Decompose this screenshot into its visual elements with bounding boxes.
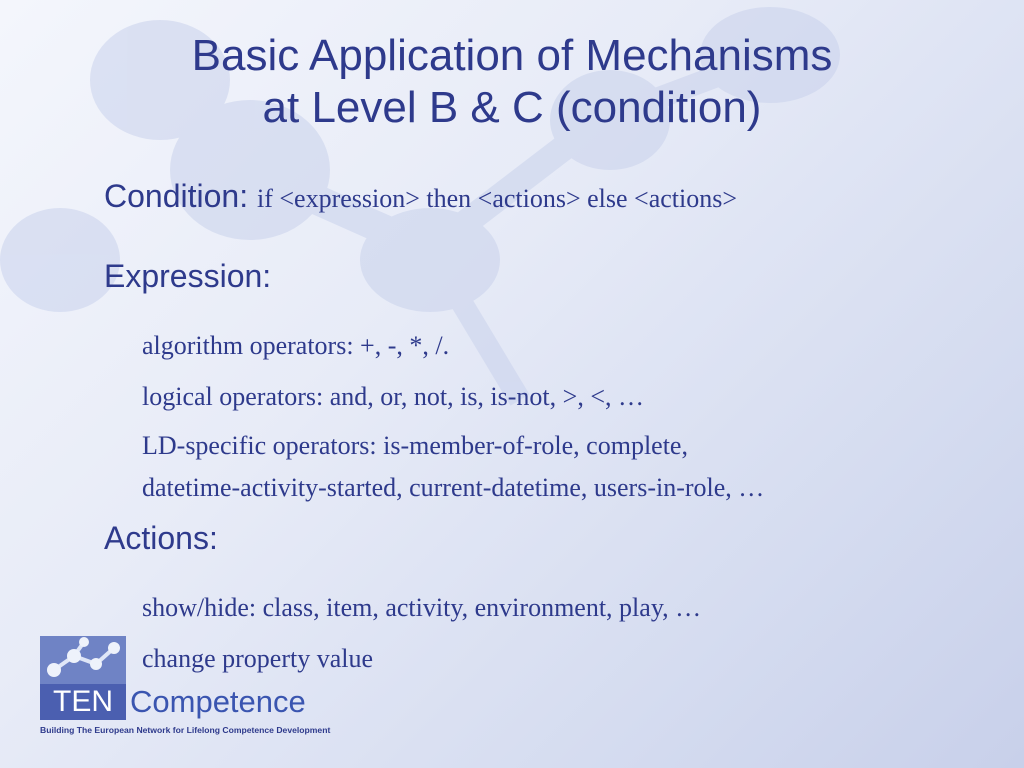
- condition-bullet: [104, 178, 737, 215]
- expression-item-ld-specific-continued: datetime-activity-started, current-datetime, users-in-role, …: [142, 473, 765, 502]
- logo-tagline: Building The European Network for Lifelong Competence Development: [40, 725, 331, 735]
- expression-item-ld-specific: LD-specific operators: is-member-of-role, complete,: [142, 431, 688, 460]
- logo-ten-text: TEN: [40, 684, 126, 720]
- title-line-1: Basic Application of Mechanisms: [191, 31, 833, 80]
- title-line-2: at Level B & C (condition): [262, 83, 762, 132]
- expression-item-logical: logical operators: and, or, not, is, is-not, >, <, …: [142, 382, 644, 411]
- ten-competence-logo: [38, 634, 348, 744]
- network-nodes-icon: [40, 636, 126, 684]
- actions-heading: Actions:: [104, 520, 218, 556]
- actions-item-show-hide: show/hide: class, item, activity, environment, play, …: [142, 593, 702, 622]
- logo-competence-text: Competence: [130, 684, 306, 719]
- expression-heading: Expression:: [104, 258, 272, 294]
- actions-item-change-property: change property value: [142, 644, 374, 673]
- expression-item-algorithm: algorithm operators: +, -, *, /.: [142, 331, 450, 360]
- condition-text: if <expression> then <actions> else <actions>: [256, 184, 738, 213]
- condition-label: Condition:: [104, 178, 249, 214]
